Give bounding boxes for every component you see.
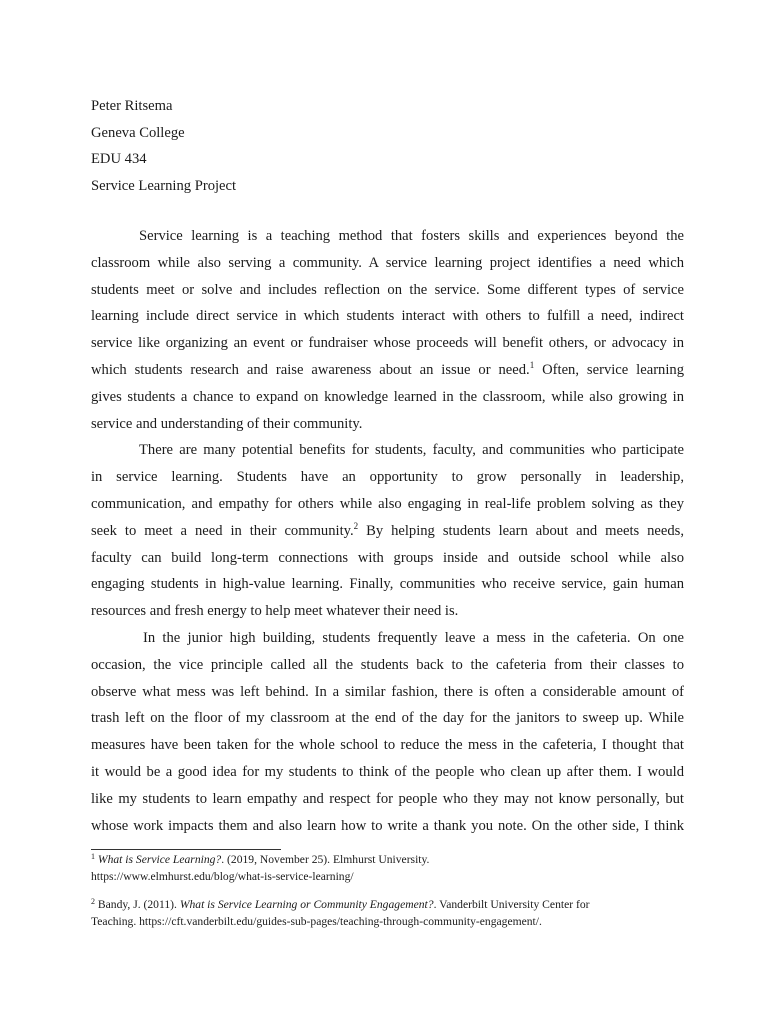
footnote-2: [91, 897, 691, 930]
text-line: In the junior high building, students frequently leave a mess in the cafeteria. On one: [143, 629, 684, 646]
footnote-text: . Vanderbilt University Center for: [433, 898, 590, 911]
text-line: it would be a good idea for my students to think of the people who clean up after them. I would: [91, 763, 684, 780]
text-line: trash left on the floor of my classroom at the end of the day for the janitors to sweep up. While: [91, 710, 684, 727]
text-line: observe what mess was left behind. In a similar fashion, there is often a considerable amount of: [91, 683, 684, 700]
paragraph-3: [91, 625, 684, 839]
author-name: Peter Ritsema: [91, 98, 173, 114]
text-line: measures have been taken for the whole school to reduce the mess in the cafeteria, I thought that: [91, 737, 684, 754]
text-segment: seek to meet a need in their community.: [91, 522, 354, 539]
paragraph-1: [91, 223, 684, 437]
text-line: communication, and empathy for others while also engaging in real-life problem solving as they: [91, 495, 684, 512]
text-line: gives students a chance to expand on knowledge learned in the classroom, while also growing in: [91, 388, 684, 405]
footnote-number: 2: [91, 897, 95, 906]
text-line: resources and fresh energy to help meet whatever their need is.: [91, 603, 459, 620]
text-line: Service learning is a teaching method that fosters skills and experiences beyond the: [139, 228, 684, 244]
text-line: [91, 357, 684, 384]
footnote-text: . (2019, November 25). Elmhurst University.: [221, 853, 430, 866]
text-line: service and understanding of their community.: [91, 415, 363, 432]
course-code: EDU 434: [91, 151, 147, 167]
footnote-1: [91, 852, 691, 885]
text-line: students meet or solve and includes reflection on the service. Some different types of service: [91, 281, 684, 298]
text-line: [91, 518, 684, 545]
text-line: There are many potential benefits for students, faculty, and communities who participate: [139, 442, 684, 459]
footnote-line: [91, 897, 691, 914]
text-line: in service learning. Students have an opportunity to grow personally in leadership,: [91, 469, 684, 486]
footnote-number: 1: [91, 852, 95, 861]
document-body: [91, 223, 684, 839]
text-line: whose work impacts them and also learn how to write a thank you note. On the other side, I think: [91, 817, 684, 834]
footnote-separator: [91, 849, 281, 850]
text-segment: Often, service learning: [534, 361, 684, 378]
document-header: [91, 93, 691, 199]
institution-name: Geneva College: [91, 124, 185, 141]
footnote-author: Bandy, J. (2011).: [97, 898, 180, 911]
text-line: classroom while also serving a community. A service learning project identifies a need which: [91, 254, 684, 271]
text-segment: which students research and raise awareness about an issue or need.: [91, 361, 530, 378]
footnote-url[interactable]: Teaching. https://cft.vanderbilt.edu/guides-sub-pages/teaching-through-community-engagement/.: [91, 914, 542, 928]
assignment-title: Service Learning Project: [91, 177, 237, 194]
text-line: learning include direct service in which students interact with others to fulfill a need, indirect: [91, 308, 684, 325]
text-line: occasion, the vice principle called all the students back to the cafeteria from their classes to: [91, 656, 684, 673]
footnote-title: What is Service Learning?: [97, 853, 222, 866]
text-line: like my students to learn empathy and respect for people who they may not know personally, but: [91, 790, 684, 807]
text-line: engaging students in high-value learning. Finally, communities who receive service, gain human: [91, 576, 684, 593]
text-segment: By helping students learn about and meets needs,: [358, 522, 685, 539]
footnote-title: What is Service Learning or Community Engagement?: [179, 898, 434, 911]
footnote-line: [91, 852, 691, 869]
footnote-url[interactable]: https://www.elmhurst.edu/blog/what-is-service-learning/: [91, 869, 354, 883]
footnote-reference-1[interactable]: 1: [529, 359, 535, 370]
footnote-reference-2[interactable]: 2: [353, 520, 359, 531]
paragraph-2: [91, 437, 684, 625]
text-line: service like organizing an event or fundraiser whose proceeds will benefit others, or advocacy in: [91, 335, 684, 352]
text-line: faculty can build long-term connections with groups inside and outside school while also: [91, 549, 684, 566]
